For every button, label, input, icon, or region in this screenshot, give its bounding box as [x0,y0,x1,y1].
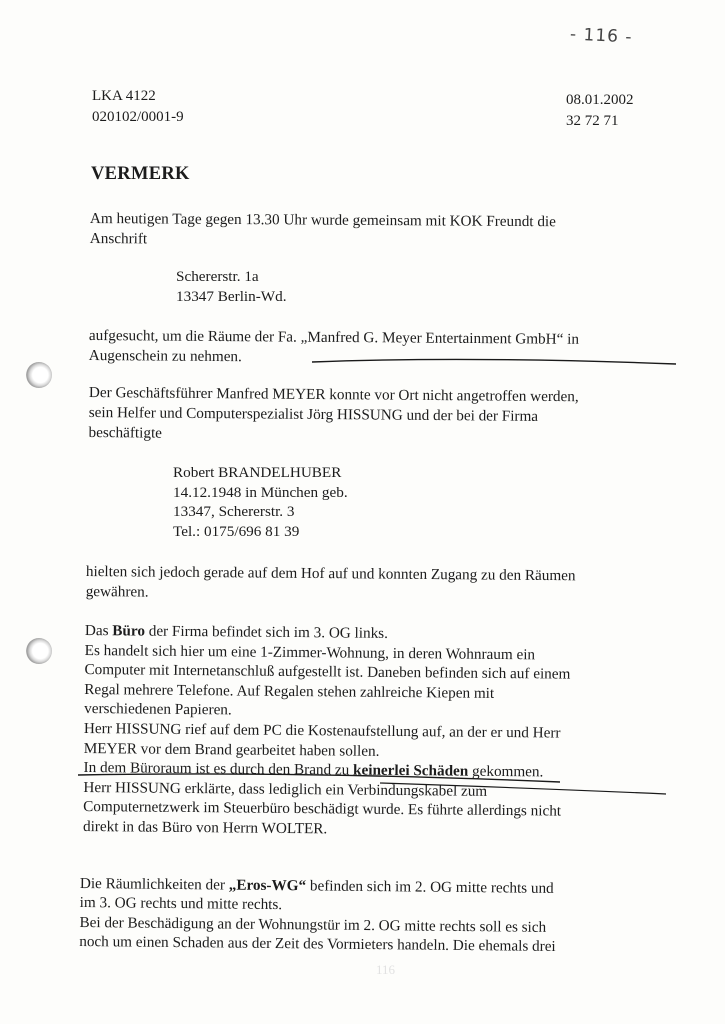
eros-wg-emphasis: „Eros-WG“ [228,876,307,895]
document-title: VERMERK [91,164,190,184]
text-line: Computernetzwerk im Steuerbüro beschädigt wurde. Es führte allerdings nicht [83,798,562,820]
header-left-line: 020102/0001-9 [92,109,184,125]
text-line: Augenschein zu nehmen. [88,346,242,366]
text-line: Computer mit Internetanschluß aufgestellt ist. Daneben befinden sich auf einem [84,661,571,683]
text-line: In dem Büroraum ist es durch den Brand zu keinerlei Schäden gekommen. [83,759,544,781]
underline-augenschein [312,359,676,364]
text-line: Regal mehrere Telefone. Auf Regalen stehen zahlreiche Kiepen mit [84,680,495,702]
address-line: 13347 Berlin-Wd. [176,288,287,305]
text-line: Der Geschäftsführer Manfred MEYER konnte vor Ort nicht angetroffen werden, [88,383,579,406]
text-line: sein Helfer und Computerspezialist Jörg HISSUNG und der bei der Firma [88,403,539,425]
header-left-line: LKA 4122 [92,88,156,104]
person-phone: Tel.: 0175/696 81 39 [173,522,300,540]
text-line: Es handelt sich hier um eine 1-Zimmer-Wohnung, in deren Wohnraum ein [84,641,536,663]
text-line: Anschrift [89,229,148,248]
text-line: aufgesucht, um die Räume der Fa. „Manfred G. Meyer Entertainment GmbH“ in [88,326,580,348]
header-right-line: 32 72 71 [566,113,619,129]
text-line: verschiedenen Papieren. [84,700,232,719]
header-right-line: 08.01.2002 [566,92,634,108]
text-line: im 3. OG rechts und mitte rechts. [79,894,283,914]
person-birth: 14.12.1948 in München geb. [173,483,348,501]
office-emphasis: Büro [112,622,146,640]
text-line: Das Büro der Firma befindet sich im 3. OG links. [84,621,389,642]
text-line: MEYER vor dem Brand gearbeitet haben sollen. [83,739,380,760]
text-line: Herr HISSUNG erklärte, dass lediglich ein Verbindungskabel zum [83,778,488,800]
text-line: gewähren. [85,582,149,601]
text-line: noch um einen Schaden aus der Zeit des Vormieters handeln. Die ehemals drei [79,933,556,956]
no-damage-emphasis: keinerlei Schäden [353,761,469,780]
underline-no-damage [78,774,560,782]
person-name: Robert BRANDELHUBER [173,464,342,481]
text-line: Herr HISSUNG rief auf dem PC die Kostenaufstellung auf, an der er und Herr [83,719,561,742]
faint-page-number: 116 [376,962,396,977]
text-line: Die Räumlichkeiten der „Eros-WG“ befinden sich im 2. OG mitte rechts und [79,874,554,897]
text-line: beschäftigte [88,423,163,442]
underline-tail [380,783,666,794]
person-address: 13347, Schererstr. 3 [173,503,295,520]
text-line: Am heutigen Tage gegen 13.30 Uhr wurde gemeinsam mit KOK Freundt die [89,209,556,231]
handwritten-page-number: - 116 - [569,24,634,48]
text-line: Bei der Beschädigung an der Wohnungstür im 2. OG mitte rechts soll es sich [79,913,547,936]
text-line: direkt in das Büro von Herrn WOLTER. [82,817,328,838]
address-line: Schererstr. 1a [176,268,259,285]
text-line: hielten sich jedoch gerade auf dem Hof auf und konnten Zugang zu den Räumen [85,562,576,585]
